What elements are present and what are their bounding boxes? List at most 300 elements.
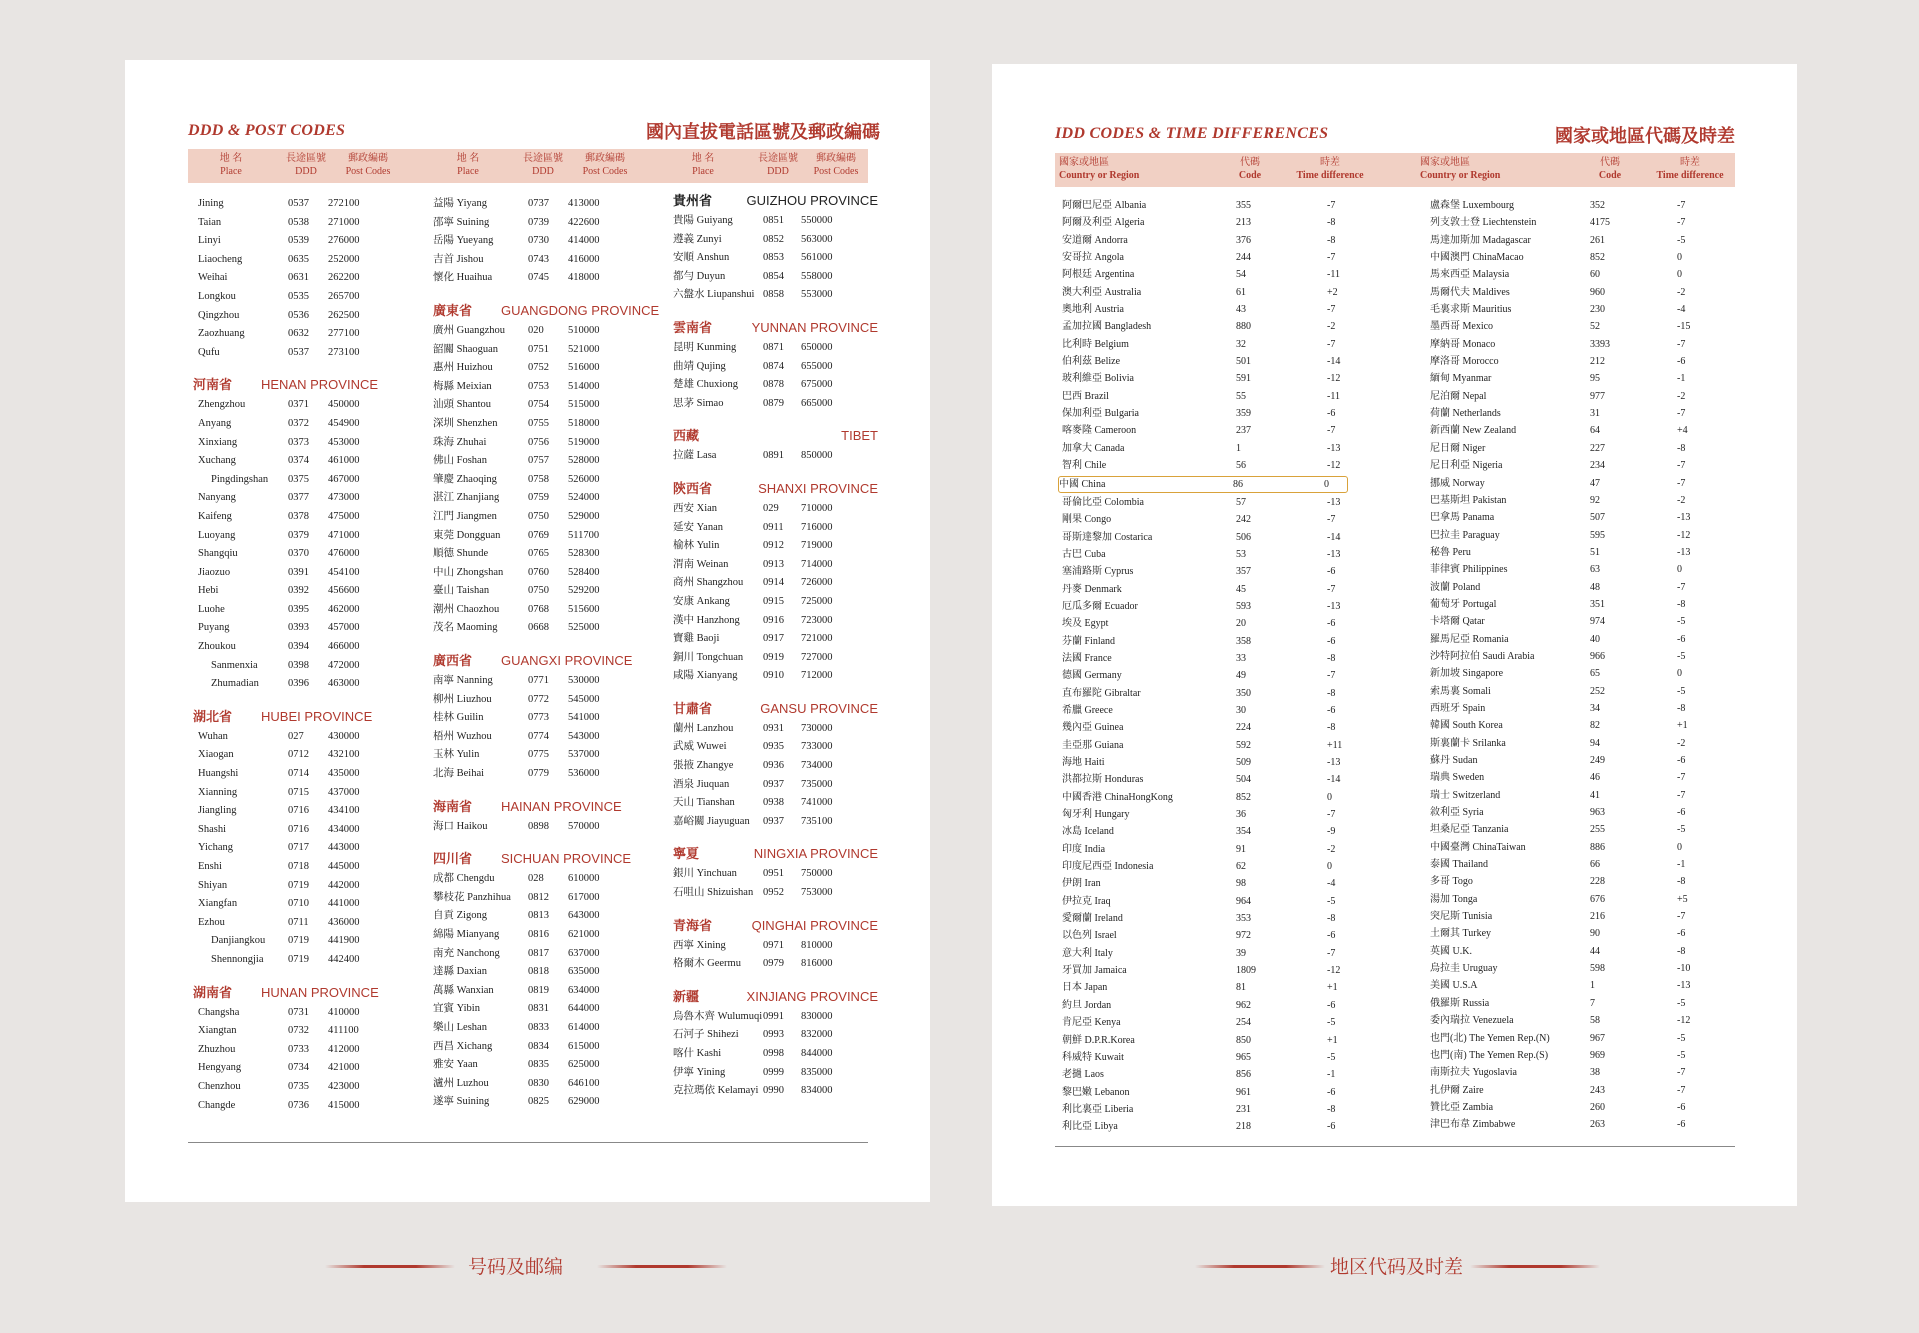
ddd-code: 0833 (528, 1021, 549, 1033)
ddd-code: 0714 (288, 768, 309, 780)
table-row (193, 471, 428, 490)
place-name: 伊寧 Yining (673, 1066, 726, 1078)
ddd-code: 0537 (288, 198, 309, 209)
post-code: 644000 (568, 1003, 600, 1015)
country-name: 法國 France (1062, 652, 1112, 664)
province-heading (193, 982, 428, 1004)
country-name: 洪都拉斯 Honduras (1062, 774, 1144, 786)
post-code: 563000 (801, 233, 833, 245)
table-row (673, 1064, 878, 1083)
country-name: 玻利維亞 Bolivia (1062, 373, 1134, 385)
province-name-en: GUANGDONG PROVINCE (501, 302, 660, 318)
right-column-1 (1059, 197, 1422, 1136)
country-code: 98 (1236, 878, 1246, 890)
time-difference: +1 (1327, 1034, 1338, 1046)
table-row (673, 268, 878, 287)
country-name: 利比亞 Libya (1062, 1121, 1118, 1133)
ddd-code: 029 (763, 502, 779, 514)
place-name: Huangshi (198, 768, 239, 780)
time-difference: 0 (1327, 861, 1332, 873)
province-heading (673, 317, 878, 339)
time-difference: -7 (1327, 809, 1336, 821)
place-name: 宜賓 Yibin (433, 1003, 480, 1015)
country-code: 255 (1590, 824, 1605, 836)
ddd-code: 0765 (528, 548, 549, 560)
time-difference: +11 (1327, 739, 1343, 751)
time-difference: -11 (1327, 269, 1340, 281)
table-row (193, 434, 428, 453)
right-bottom-rule (1055, 1146, 1735, 1147)
country-code: 1809 (1236, 965, 1256, 977)
country-name: 孟加拉國 Bangladesh (1062, 321, 1152, 333)
country-row (1430, 440, 1740, 457)
post-code: 414000 (568, 235, 600, 247)
country-row (1062, 754, 1422, 771)
place-name: 咸陽 Xianyang (673, 670, 738, 682)
place-name: 天山 Tianshan (673, 797, 735, 809)
country-row (1430, 301, 1740, 318)
time-difference: -12 (1327, 373, 1341, 385)
country-name: 朝鮮 D.P.R.Korea (1062, 1034, 1135, 1046)
table-row (673, 955, 878, 974)
country-code: 94 (1590, 737, 1600, 749)
post-code: 418000 (568, 272, 600, 284)
country-name: 湯加 Tonga (1430, 893, 1478, 905)
post-code: 410000 (328, 1006, 360, 1018)
header-ddd-2: 長途區號 DDD (523, 153, 563, 177)
table-row (433, 232, 668, 251)
table-row (433, 728, 668, 747)
time-difference: -2 (1677, 737, 1686, 749)
province-name-en: TIBET (841, 428, 878, 444)
country-row (1430, 752, 1740, 769)
ddd-code: 0734 (288, 1062, 309, 1074)
country-name: 盧森堡 Luxembourg (1430, 200, 1514, 211)
country-row (1062, 353, 1422, 370)
country-row (1062, 197, 1422, 214)
ddd-code: 0393 (288, 622, 309, 634)
place-name: 武威 Wuwei (673, 741, 727, 753)
country-code: 676 (1590, 893, 1605, 905)
post-code: 272100 (328, 198, 360, 209)
time-difference: -14 (1327, 356, 1341, 368)
country-code: 501 (1236, 356, 1251, 368)
ddd-code: 0716 (288, 823, 309, 835)
country-name: 牙買加 Jamaica (1062, 965, 1127, 977)
time-difference: -1 (1677, 859, 1686, 871)
province-name-en: HAINAN PROVINCE (501, 798, 622, 814)
ddd-code: 0733 (288, 1043, 309, 1055)
post-code: 432100 (328, 749, 360, 761)
place-name: Zhumadian (211, 678, 259, 690)
country-row (1430, 492, 1740, 509)
country-name: 澳大利亞 Australia (1062, 286, 1142, 298)
country-code: 880 (1236, 321, 1251, 333)
country-name: 安哥拉 Angola (1062, 252, 1124, 264)
time-difference: -8 (1677, 702, 1686, 714)
ddd-code: 0817 (528, 947, 549, 959)
place-name: 喀什 Kashi (673, 1048, 722, 1059)
ddd-code: 0760 (528, 566, 549, 578)
table-row (433, 945, 668, 964)
time-difference: -7 (1677, 772, 1686, 784)
table-row (433, 322, 668, 341)
table-row (193, 396, 428, 415)
post-code: 524000 (568, 492, 600, 504)
place-name: 寶雞 Baoji (673, 633, 720, 645)
post-code: 423000 (328, 1080, 360, 1092)
post-code: 516000 (568, 362, 600, 374)
country-row (1062, 370, 1422, 387)
country-row (1430, 613, 1740, 630)
time-difference: -12 (1677, 529, 1691, 541)
post-code: 467000 (328, 473, 360, 485)
ddd-code: 0635 (288, 253, 309, 265)
country-name: 斯裏蘭卡 Srilanka (1430, 737, 1506, 749)
country-name: 老撾 Laos (1062, 1069, 1104, 1081)
country-name: 巴拿馬 Panama (1430, 512, 1495, 524)
header-place-2: 地 名 Place (456, 153, 480, 177)
country-code: 357 (1236, 566, 1251, 578)
time-difference: -7 (1327, 425, 1336, 437)
province-heading (433, 848, 668, 870)
country-code: 36 (1236, 809, 1246, 821)
country-code: 51 (1590, 546, 1600, 558)
province-heading (433, 796, 668, 818)
post-code: 816000 (801, 958, 833, 970)
country-code: 595 (1590, 529, 1605, 541)
country-code: 963 (1590, 807, 1605, 819)
country-code: 43 (1236, 304, 1246, 316)
country-row (1062, 546, 1422, 563)
ddd-code: 0891 (763, 450, 784, 462)
ddd-code: 0754 (528, 399, 549, 411)
left-bottom-rule (188, 1142, 868, 1143)
place-name: Jining (198, 198, 224, 209)
left-table-header (188, 149, 868, 183)
country-code: 593 (1236, 600, 1251, 612)
place-name: Shangqiu (198, 548, 238, 560)
country-row (1430, 683, 1740, 700)
table-row (673, 776, 878, 795)
country-code: 376 (1236, 234, 1251, 246)
place-name: Xianning (198, 786, 238, 798)
post-code: 725000 (801, 595, 833, 607)
country-code: 961 (1236, 1086, 1251, 1098)
table-row (673, 556, 878, 575)
time-difference: -7 (1327, 304, 1336, 316)
table-row (673, 1008, 878, 1027)
time-difference: 0 (1677, 668, 1682, 680)
post-code: 830000 (801, 1010, 833, 1022)
country-code: 974 (1590, 616, 1605, 628)
place-name: Nanyang (198, 492, 236, 504)
place-name: 樂山 Leshan (433, 1021, 487, 1033)
ddd-code: 0535 (288, 290, 309, 302)
time-difference: -7 (1327, 514, 1336, 526)
time-difference: -8 (1327, 722, 1336, 734)
time-difference: -7 (1677, 477, 1686, 489)
place-name: Qufu (198, 346, 220, 358)
country-code: 55 (1236, 390, 1246, 402)
post-code: 637000 (568, 947, 600, 959)
country-name: 卡塔爾 Qatar (1430, 616, 1485, 628)
table-row (673, 738, 878, 757)
country-row (1430, 873, 1740, 890)
header-code-2: 代碼 Code (1598, 157, 1622, 181)
country-name: 尼日爾 Niger (1430, 442, 1486, 454)
country-code: 230 (1590, 304, 1605, 316)
country-name: 挪威 Norway (1430, 477, 1485, 489)
ddd-code: 0912 (763, 540, 784, 552)
table-row (433, 1075, 668, 1094)
post-code: 561000 (801, 252, 833, 264)
table-row (673, 500, 878, 519)
post-code: 466000 (328, 641, 360, 653)
place-name: 韶關 Shaoguan (433, 343, 499, 355)
country-row (1062, 336, 1422, 353)
post-code: 265700 (328, 290, 360, 302)
country-name: 烏拉圭 Uruguay (1430, 963, 1498, 975)
ddd-code: 0372 (288, 417, 309, 429)
time-difference: 0 (1677, 564, 1682, 576)
post-code: 472000 (328, 659, 360, 671)
country-name: 日本 Japan (1062, 982, 1108, 994)
ddd-code: 0835 (528, 1059, 549, 1071)
country-row (1062, 806, 1422, 823)
table-row (433, 907, 668, 926)
country-name: 肯尼亞 Kenya (1062, 1017, 1121, 1029)
post-code: 441900 (328, 935, 360, 947)
place-name: 酒泉 Jiuquan (673, 778, 730, 790)
right-page (992, 64, 1797, 1206)
ddd-code: 0536 (288, 309, 309, 321)
country-code: 1 (1236, 442, 1241, 454)
country-name: 瑞典 Sweden (1430, 772, 1485, 784)
ddd-code: 0775 (528, 749, 549, 761)
post-code: 463000 (328, 678, 360, 690)
place-name: Taian (198, 216, 222, 228)
country-code: 886 (1590, 841, 1605, 853)
country-row (1430, 232, 1740, 249)
country-name: 贊比亞 Zambia (1430, 1101, 1494, 1113)
table-row (193, 601, 428, 620)
time-difference: -8 (1327, 652, 1336, 664)
country-name: 巴拉圭 Paraguay (1430, 529, 1500, 541)
table-row (433, 214, 668, 233)
table-row (193, 932, 428, 951)
time-difference: -7 (1327, 252, 1336, 264)
place-name: 石咀山 Shizuishan (673, 887, 754, 899)
table-row (193, 582, 428, 601)
country-row (1062, 875, 1422, 892)
post-code: 726000 (801, 577, 833, 589)
country-name: 沙特阿拉伯 Saudi Arabia (1430, 650, 1535, 662)
time-difference: -6 (1327, 1086, 1336, 1098)
country-name: 奧地利 Austria (1062, 304, 1124, 316)
table-row (433, 926, 668, 945)
post-code: 655000 (801, 360, 833, 372)
ddd-code: 0813 (528, 910, 549, 922)
place-name: 都勻 Duyun (673, 270, 726, 282)
table-row (193, 1041, 428, 1060)
time-difference: +5 (1677, 893, 1688, 905)
post-code: 528300 (568, 548, 600, 560)
country-row (1430, 995, 1740, 1012)
country-code: 850 (1236, 1034, 1251, 1046)
caption-left: 号码及邮编 (468, 1256, 564, 1278)
country-code: 61 (1236, 286, 1246, 298)
country-row (1062, 719, 1422, 736)
ddd-code: 0750 (528, 510, 549, 522)
country-code: 254 (1236, 1017, 1251, 1029)
table-row (193, 288, 428, 307)
time-difference: -8 (1327, 913, 1336, 925)
table-row (193, 325, 428, 344)
country-name: 希臘 Greece (1062, 704, 1113, 716)
country-row (1062, 633, 1422, 650)
table-row (673, 794, 878, 813)
time-difference: -13 (1677, 980, 1691, 992)
post-code: 457000 (328, 622, 360, 634)
time-difference: -5 (1677, 616, 1686, 628)
ddd-code: 0750 (528, 585, 549, 597)
country-name: 阿爾巴尼亞 Albania (1062, 200, 1147, 211)
place-name: 海口 Haikou (433, 820, 488, 832)
place-name: 延安 Yanan (673, 521, 723, 533)
post-code: 617000 (568, 891, 600, 903)
time-difference: -10 (1677, 963, 1691, 975)
post-code: 413000 (568, 198, 600, 209)
country-row (1430, 665, 1740, 682)
ddd-code: 0398 (288, 659, 309, 671)
ddd-code: 0874 (763, 360, 784, 372)
ddd-code: 0774 (528, 730, 549, 742)
place-name: 瀘州 Luzhou (433, 1077, 489, 1089)
caption-left-line-2 (597, 1265, 727, 1268)
ddd-code: 0937 (763, 815, 784, 827)
time-difference: -13 (1327, 548, 1341, 560)
post-code: 643000 (568, 910, 600, 922)
province-name-cn: 海南省 (433, 798, 473, 814)
time-difference: -8 (1327, 217, 1336, 229)
time-difference: -5 (1677, 1032, 1686, 1044)
table-row (193, 452, 428, 471)
post-code: 526000 (568, 473, 600, 485)
country-row (1430, 197, 1740, 214)
country-name: 幾內亞 Guinea (1062, 722, 1124, 734)
post-code: 454900 (328, 417, 360, 429)
post-code: 435000 (328, 768, 360, 780)
country-name: 厄瓜多爾 Ecuador (1062, 600, 1138, 612)
ddd-code: 0772 (528, 693, 549, 705)
ddd-code: 0719 (288, 879, 309, 891)
country-name: 菲律賓 Philippines (1430, 564, 1508, 576)
caption-right-line-1 (1195, 1265, 1325, 1268)
place-name: 攀枝花 Panzhihua (433, 891, 511, 903)
time-difference: -2 (1327, 843, 1336, 855)
country-row (1062, 529, 1422, 546)
post-code: 525000 (568, 622, 600, 634)
ddd-code: 0739 (528, 216, 549, 228)
country-name: 也門(南) The Yemen Rep.(S) (1430, 1049, 1549, 1061)
time-difference: -8 (1677, 945, 1686, 957)
time-difference: -7 (1677, 1067, 1686, 1079)
country-row (1430, 422, 1740, 439)
country-name: 毛裏求斯 Mauritius (1430, 304, 1512, 316)
country-code: 91 (1236, 843, 1246, 855)
country-name: 保加利亞 Bulgaria (1062, 408, 1139, 420)
time-difference: +1 (1677, 720, 1688, 732)
country-name: 緬甸 Myanmar (1430, 373, 1492, 385)
post-code: 529000 (568, 510, 600, 522)
country-code: 592 (1236, 739, 1251, 751)
ddd-code: 0375 (288, 473, 309, 485)
place-name: 張掖 Zhangye (673, 760, 734, 772)
country-row (1430, 388, 1740, 405)
country-name: 韓國 South Korea (1430, 720, 1503, 732)
country-row (1430, 457, 1740, 474)
ddd-code: 0779 (528, 768, 549, 780)
country-code: 507 (1590, 512, 1605, 524)
post-code: 434000 (328, 823, 360, 835)
time-difference: -4 (1327, 878, 1336, 890)
country-row (1430, 735, 1740, 752)
post-code: 537000 (568, 749, 600, 761)
table-row (193, 1097, 428, 1116)
table-row (193, 1022, 428, 1041)
place-name: 潮州 Chaozhou (433, 603, 500, 615)
right-page-title: IDD CODES & TIME DIFFERENCES (1055, 125, 1329, 142)
post-code: 735100 (801, 815, 833, 827)
table-row (433, 341, 668, 360)
post-code: 716000 (801, 521, 833, 533)
table-row (193, 195, 428, 214)
ddd-code: 0993 (763, 1029, 784, 1041)
country-name: 冰島 Iceland (1062, 826, 1114, 838)
province-name-en: GUANGXI PROVINCE (501, 653, 633, 669)
post-code: 273100 (328, 346, 360, 358)
ddd-code: 0915 (763, 595, 784, 607)
country-name: 黎巴嫩 Lebanon (1062, 1086, 1130, 1098)
place-name: Liaocheng (198, 253, 243, 265)
table-row (433, 434, 668, 453)
place-name: 榆林 Yulin (673, 540, 720, 552)
place-name: 北海 Beihai (433, 768, 485, 780)
country-name: 中國 China (1059, 478, 1106, 490)
country-code: 213 (1236, 217, 1251, 229)
country-name: 哥斯達黎加 Costarica (1062, 531, 1153, 543)
place-name: Anyang (198, 417, 232, 429)
country-row (1430, 943, 1740, 960)
time-difference: +4 (1677, 425, 1688, 437)
left-page (125, 60, 930, 1202)
table-row (433, 982, 668, 1001)
post-code: 610000 (568, 873, 600, 885)
time-difference: -9 (1327, 826, 1336, 838)
country-name: 馬達加斯加 Madagascar (1430, 234, 1531, 246)
country-code: 45 (1236, 583, 1246, 595)
place-name: 懷化 Huaihua (433, 272, 493, 284)
time-difference: -6 (1327, 704, 1336, 716)
country-code: 261 (1590, 234, 1605, 246)
place-name: 西寧 Xining (673, 939, 726, 951)
country-row (1430, 405, 1740, 422)
post-code: 445000 (328, 861, 360, 872)
time-difference: -8 (1327, 1103, 1336, 1115)
time-difference: -13 (1677, 546, 1691, 558)
country-row (1430, 960, 1740, 977)
